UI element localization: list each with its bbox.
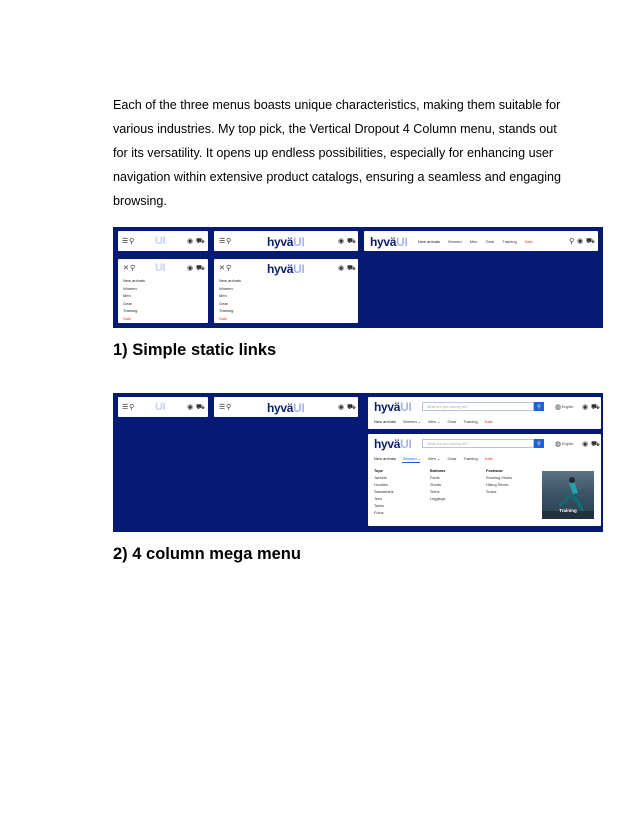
menu-item-new-arrivals[interactable]: New arrivals: [219, 278, 242, 283]
column-link[interactable]: Tees: [374, 497, 383, 501]
nav-item-gear[interactable]: Gear: [447, 456, 457, 461]
promo-label: Training: [559, 508, 577, 513]
paragraph-line: browsing.: [113, 194, 167, 208]
active-tab-indicator: [402, 462, 420, 463]
nav-item-women[interactable]: Women ⌄: [403, 419, 422, 424]
menu-item-men[interactable]: Men: [219, 293, 227, 298]
menu-item-gear[interactable]: Gear: [123, 300, 132, 306]
cart-icon[interactable]: ⛟: [347, 403, 356, 411]
language-selector[interactable]: English: [562, 442, 574, 446]
nav-item-men[interactable]: Men ⌄: [428, 419, 441, 424]
logo[interactable]: hyväUI: [267, 401, 305, 415]
mobile-menu-list: [123, 277, 145, 322]
logo[interactable]: hyväUI: [370, 235, 408, 249]
globe-icon[interactable]: ◍: [555, 403, 562, 411]
cart-icon[interactable]: ⛟: [196, 264, 205, 272]
account-icon[interactable]: ◉: [582, 403, 589, 411]
logo[interactable]: hyväUI: [374, 400, 412, 414]
account-icon[interactable]: ◉: [577, 237, 584, 245]
search-icon[interactable]: ⚲: [129, 237, 135, 245]
nav-item-training[interactable]: Training: [463, 456, 478, 461]
logo[interactable]: UI: [155, 401, 165, 413]
cart-icon[interactable]: ⛟: [591, 440, 600, 448]
account-icon[interactable]: ◉: [338, 264, 345, 272]
menu-item-training[interactable]: Training: [219, 308, 234, 313]
paragraph-line: various industries. My top pick, the Vertical Dropout 4 Column menu, stands out: [113, 122, 557, 136]
search-icon[interactable]: ⚲: [130, 264, 136, 272]
logo[interactable]: UI: [155, 262, 165, 274]
nav-item-sale[interactable]: Sale: [484, 456, 493, 461]
nav-item-new-arrivals[interactable]: New arrivals: [374, 456, 397, 461]
menu-item-new-arrivals[interactable]: New arrivals: [123, 278, 146, 283]
desktop-mega-menu-card: [368, 434, 601, 526]
tablet-menu-card: [214, 259, 358, 323]
tablet-header-card: [214, 397, 358, 417]
paragraph-line: navigation within extensive product catalogs, ensuring a seamless and engaging: [113, 170, 562, 184]
search-icon[interactable]: ⚲: [226, 237, 232, 245]
mobile-menu-card: [118, 259, 208, 323]
search-icon[interactable]: ⚲: [226, 264, 232, 272]
column-link[interactable]: Tanks: [374, 504, 384, 508]
search-icon[interactable]: ⚲: [569, 237, 575, 245]
column-link[interactable]: Hiking Shoes: [486, 483, 509, 487]
search-button[interactable]: [534, 402, 544, 411]
menu-item-sale[interactable]: Sale: [219, 315, 228, 321]
nav-item-new-arrivals[interactable]: New arrivals: [374, 419, 397, 424]
paragraph-line: Each of the three menus boasts unique characteristics, making them suitable for: [113, 98, 561, 112]
cart-icon[interactable]: ⛟: [196, 237, 205, 245]
mega-menu-column-footwear: [486, 468, 512, 496]
tablet-menu-list: [219, 277, 241, 322]
mega-menu-column-bottoms: [430, 468, 445, 503]
promo-image-training[interactable]: [542, 471, 594, 519]
column-link[interactable]: Running Shoes: [486, 476, 512, 480]
column-link[interactable]: Jackets: [374, 476, 387, 480]
desktop-nav: [374, 456, 493, 461]
account-icon[interactable]: ◉: [187, 264, 194, 272]
hamburger-icon[interactable]: ☰: [219, 237, 226, 245]
hamburger-icon[interactable]: ☰: [122, 403, 129, 411]
column-link[interactable]: Leggings: [430, 497, 446, 501]
intro-paragraph: [113, 93, 573, 213]
globe-icon[interactable]: ◍: [555, 440, 562, 448]
column-link[interactable]: Sweatshirts: [374, 490, 394, 494]
column-link[interactable]: Hoodies: [374, 483, 388, 487]
desktop-nav: [418, 239, 533, 244]
column-title[interactable]: Footwear: [486, 469, 503, 473]
nav-item-training[interactable]: Training: [502, 239, 517, 244]
column-title[interactable]: Tops: [374, 469, 383, 473]
hamburger-icon[interactable]: ☰: [219, 403, 226, 411]
search-input[interactable]: What are you looking for?: [422, 402, 534, 411]
nav-item-sale[interactable]: Sale: [484, 419, 493, 424]
language-selector[interactable]: English: [562, 405, 574, 409]
nav-item-men[interactable]: Men ⌄: [428, 456, 441, 461]
account-icon[interactable]: ◉: [338, 403, 345, 411]
search-icon: ⚲: [537, 403, 541, 410]
account-icon[interactable]: ◉: [187, 237, 194, 245]
cart-icon[interactable]: ⛟: [347, 264, 356, 272]
account-icon[interactable]: ◉: [582, 440, 589, 448]
cart-icon[interactable]: ⛟: [586, 237, 595, 245]
mega-menu-column-tops: [374, 468, 394, 517]
nav-item-women[interactable]: Women ⌄: [403, 456, 422, 461]
search-button[interactable]: [534, 439, 544, 448]
cart-icon[interactable]: ⛟: [196, 403, 205, 411]
account-icon[interactable]: ◉: [338, 237, 345, 245]
nav-item-women[interactable]: Women: [448, 239, 462, 244]
menu-item-training[interactable]: Training: [123, 308, 138, 313]
cart-icon[interactable]: ⛟: [347, 237, 356, 245]
column-title[interactable]: Bottoms: [430, 469, 446, 473]
search-icon[interactable]: ⚲: [226, 403, 232, 411]
paragraph-line: for its versatility. It opens up endless possibilities, especially for enhancing user: [113, 146, 554, 160]
menu-item-gear[interactable]: Gear: [219, 300, 228, 306]
column-link[interactable]: Socks: [486, 490, 497, 494]
nav-item-men[interactable]: Men: [469, 239, 478, 244]
close-icon[interactable]: ✕: [219, 264, 225, 272]
nav-item-new-arrivals[interactable]: New arrivals: [418, 239, 441, 244]
logo[interactable]: hyväUI: [374, 437, 412, 451]
cart-icon[interactable]: ⛟: [591, 403, 600, 411]
column-link[interactable]: Shorts: [430, 483, 441, 487]
nav-item-sale[interactable]: Sale: [524, 239, 533, 244]
menu-item-women[interactable]: Women: [123, 285, 137, 291]
column-link[interactable]: Skirts: [430, 490, 440, 494]
hamburger-icon[interactable]: ☰: [122, 237, 129, 245]
logo[interactable]: hyväUI: [267, 262, 305, 276]
menu-item-men[interactable]: Men: [123, 293, 131, 298]
account-icon[interactable]: ◉: [187, 403, 194, 411]
search-icon: ⚲: [537, 440, 541, 447]
logo[interactable]: UI: [155, 235, 165, 247]
menu-item-women[interactable]: Women: [219, 285, 233, 291]
column-link[interactable]: Polos: [374, 511, 384, 515]
nav-item-training[interactable]: Training: [463, 419, 478, 424]
tablet-header-card: [214, 231, 358, 251]
nav-item-gear[interactable]: Gear: [447, 419, 457, 424]
mobile-header-card: [118, 231, 208, 251]
mobile-header-card: [118, 397, 208, 417]
column-link[interactable]: Pants: [430, 476, 440, 480]
desktop-nav: [374, 419, 493, 424]
desktop-header-card: [364, 231, 598, 251]
logo[interactable]: hyväUI: [267, 235, 305, 249]
menu-item-sale[interactable]: Sale: [123, 315, 132, 321]
section-heading-mega-menu: 2) 4 column mega menu: [113, 545, 301, 563]
mega-menu-screenshot: [113, 393, 603, 532]
close-icon[interactable]: ✕: [123, 264, 129, 272]
static-links-screenshot: [113, 227, 603, 328]
section-heading-static-links: 1) Simple static links: [113, 341, 277, 359]
desktop-search-header-card: [368, 397, 601, 429]
search-icon[interactable]: ⚲: [129, 403, 135, 411]
nav-item-gear[interactable]: Gear: [485, 239, 495, 244]
search-input[interactable]: What are you looking for?: [422, 439, 534, 448]
